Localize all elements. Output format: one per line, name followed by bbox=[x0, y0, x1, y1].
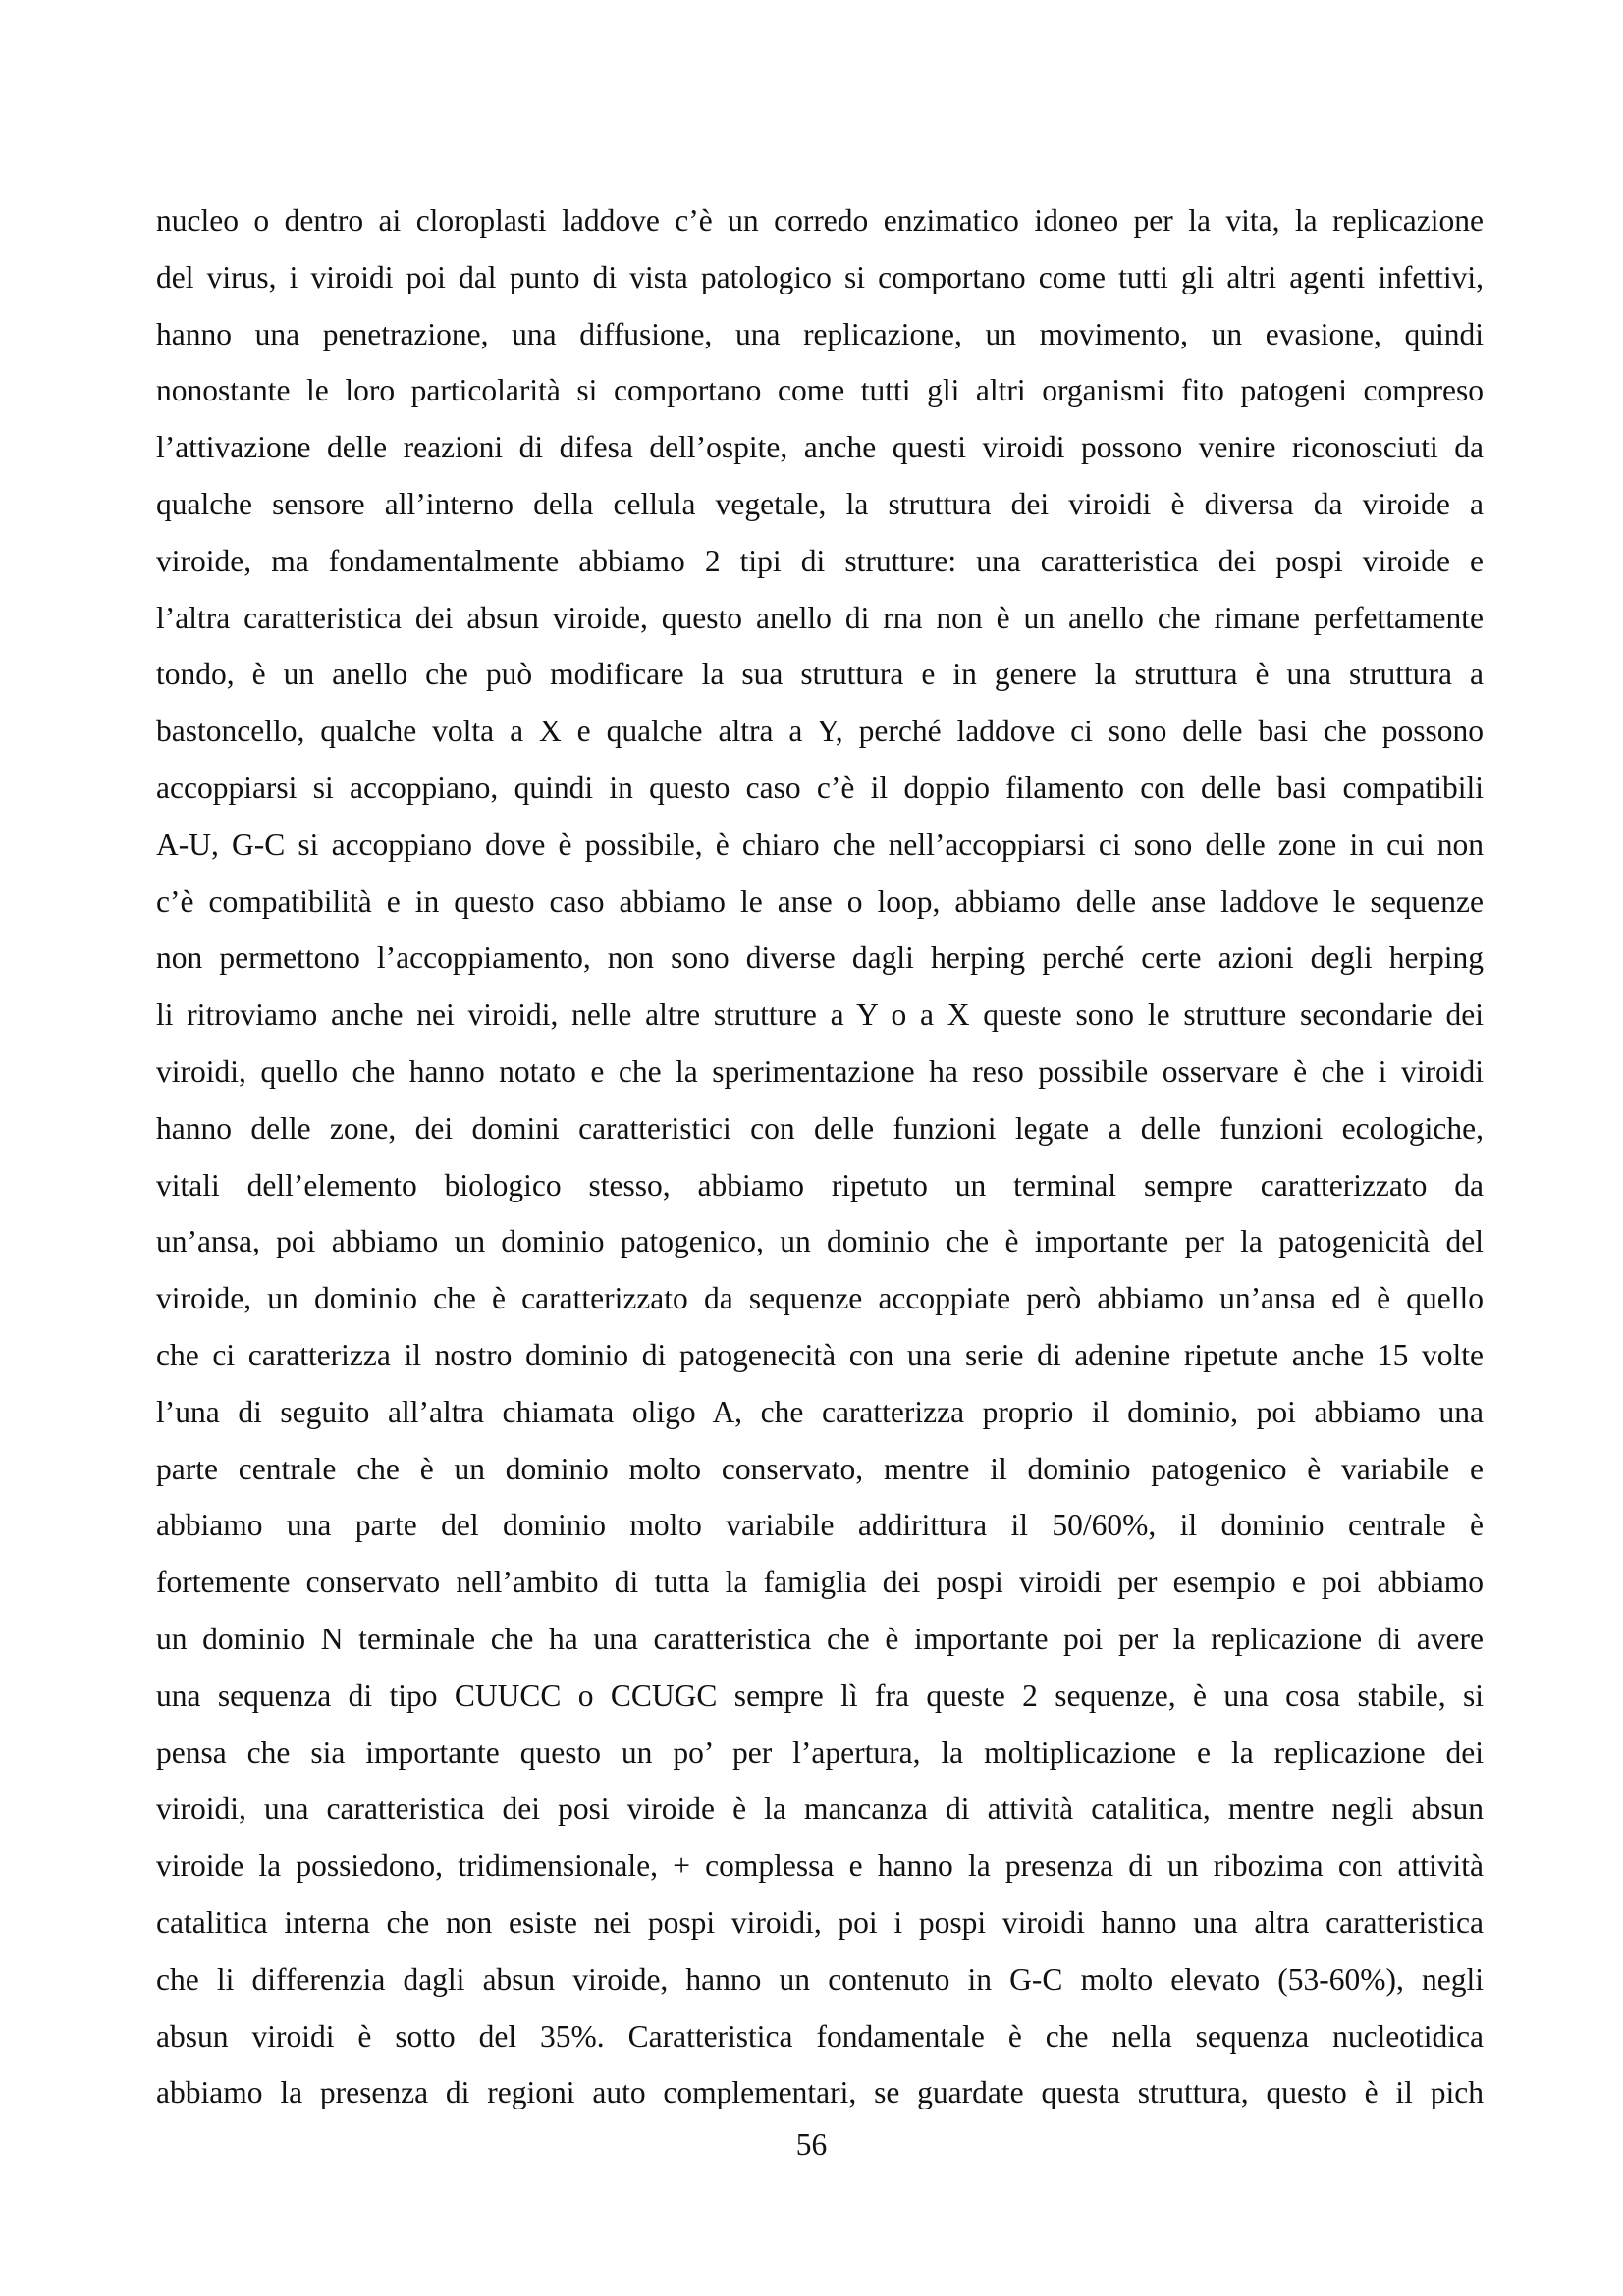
text-line: abbiamo una parte del dominio molto variabile addirittura il 50/60%, il dominio centrale è bbox=[156, 1508, 1484, 1543]
text-line: qualche sensore all’interno della cellula vegetale, la struttura dei viroidi è diversa da viroide a bbox=[156, 486, 1484, 521]
text-line: viroide, un dominio che è caratterizzato da sequenze accoppiate però abbiamo un’ansa ed è quello bbox=[156, 1281, 1484, 1316]
text-line: viroide, ma fondamentalmente abbiamo 2 tipi di strutture: una caratteristica dei pospi viroide e bbox=[156, 543, 1484, 578]
text-line: parte centrale che è un dominio molto conservato, mentre il dominio patogenico è variabile e bbox=[156, 1451, 1484, 1486]
text-line: viroide la possiedono, tridimensionale, + complessa e hanno la presenza di un ribozima con attività bbox=[156, 1848, 1484, 1884]
text-line: viroidi, quello che hanno notato e che la sperimentazione ha reso possibile osservare è che i viroidi bbox=[156, 1053, 1484, 1089]
text-line: che li differenzia dagli absun viroide, hanno un contenuto in G-C molto elevato (53-60%), negli bbox=[156, 1961, 1484, 1997]
text-line: accoppiarsi si accoppiano, quindi in questo caso c’è il doppio filamento con delle basi compatibili bbox=[156, 770, 1484, 805]
body-text bbox=[156, 192, 1484, 2121]
text-line: un’ansa, poi abbiamo un dominio patogenico, un dominio che è importante per la patogenicità del bbox=[156, 1224, 1484, 1259]
text-line: un dominio N terminale che ha una caratteristica che è importante poi per la replicazione di avere bbox=[156, 1621, 1484, 1656]
text-line: pensa che sia importante questo un po’ per l’apertura, la moltiplicazione e la replicazione dei bbox=[156, 1735, 1484, 1770]
text-line: una sequenza di tipo CUUCC o CCUGC sempre lì fra queste 2 sequenze, è una cosa stabile, si bbox=[156, 1678, 1484, 1713]
page-number: 56 bbox=[795, 2127, 828, 2162]
text-line: fortemente conservato nell’ambito di tutta la famiglia dei pospi viroidi per esempio e poi abbiamo bbox=[156, 1565, 1484, 1600]
text-line: catalitica interna che non esiste nei pospi viroidi, poi i pospi viroidi hanno una altra caratteristica bbox=[156, 1904, 1484, 1940]
text-line: non permettono l’accoppiamento, non sono diverse dagli herping perché certe azioni degli herping bbox=[156, 940, 1484, 976]
text-line: nucleo o dentro ai cloroplasti laddove c’è un corredo enzimatico idoneo per la vita, la replicazione bbox=[156, 203, 1484, 238]
text-line: nonostante le loro particolarità si comportano come tutti gli altri organismi fito patogeni compreso bbox=[156, 373, 1484, 408]
text-line: vitali dell’elemento biologico stesso, abbiamo ripetuto un terminal sempre caratterizzato da bbox=[156, 1167, 1484, 1202]
text-line: l’altra caratteristica dei absun viroide, questo anello di rna non è un anello che rimane perfettamente bbox=[156, 600, 1484, 635]
text-line: viroidi, una caratteristica dei posi viroide è la mancanza di attività catalitica, mentre negli absun bbox=[156, 1791, 1484, 1827]
text-line: bastoncello, qualche volta a X e qualche altra a Y, perché laddove ci sono delle basi che possono bbox=[156, 714, 1484, 749]
text-line: hanno una penetrazione, una diffusione, una replicazione, un movimento, un evasione, quindi bbox=[156, 316, 1484, 351]
text-line: absun viroidi è sotto del 35%. Caratteristica fondamentale è che nella sequenza nucleotidica bbox=[156, 2018, 1484, 2054]
text-line: tondo, è un anello che può modificare la sua struttura e in genere la struttura è una struttura a bbox=[156, 657, 1484, 692]
text-line: l’una di seguito all’altra chiamata oligo A, che caratterizza proprio il dominio, poi abbiamo una bbox=[156, 1394, 1484, 1429]
text-line: del virus, i viroidi poi dal punto di vista patologico si comportano come tutti gli altri agenti infettivi, bbox=[156, 259, 1484, 294]
text-line: hanno delle zone, dei domini caratteristici con delle funzioni legate a delle funzioni ecologiche, bbox=[156, 1110, 1484, 1146]
text-line: l’attivazione delle reazioni di difesa dell’ospite, anche questi viroidi possono venire riconosciuti da bbox=[156, 430, 1484, 465]
text-line: li ritroviamo anche nei viroidi, nelle altre strutture a Y o a X queste sono le strutture secondarie dei bbox=[156, 997, 1484, 1033]
text-line: A-U, G-C si accoppiano dove è possibile, è chiaro che nell’accoppiarsi ci sono delle zone in cui non bbox=[156, 827, 1484, 862]
text-line: c’è compatibilità e in questo caso abbiamo le anse o loop, abbiamo delle anse laddove le sequenze bbox=[156, 883, 1484, 919]
text-line: che ci caratterizza il nostro dominio di patogenecità con una serie di adenine ripetute anche 15 volte bbox=[156, 1337, 1484, 1372]
text-line: abbiamo la presenza di regioni auto complementari, se guardate questa struttura, questo è il pich bbox=[156, 2075, 1484, 2110]
